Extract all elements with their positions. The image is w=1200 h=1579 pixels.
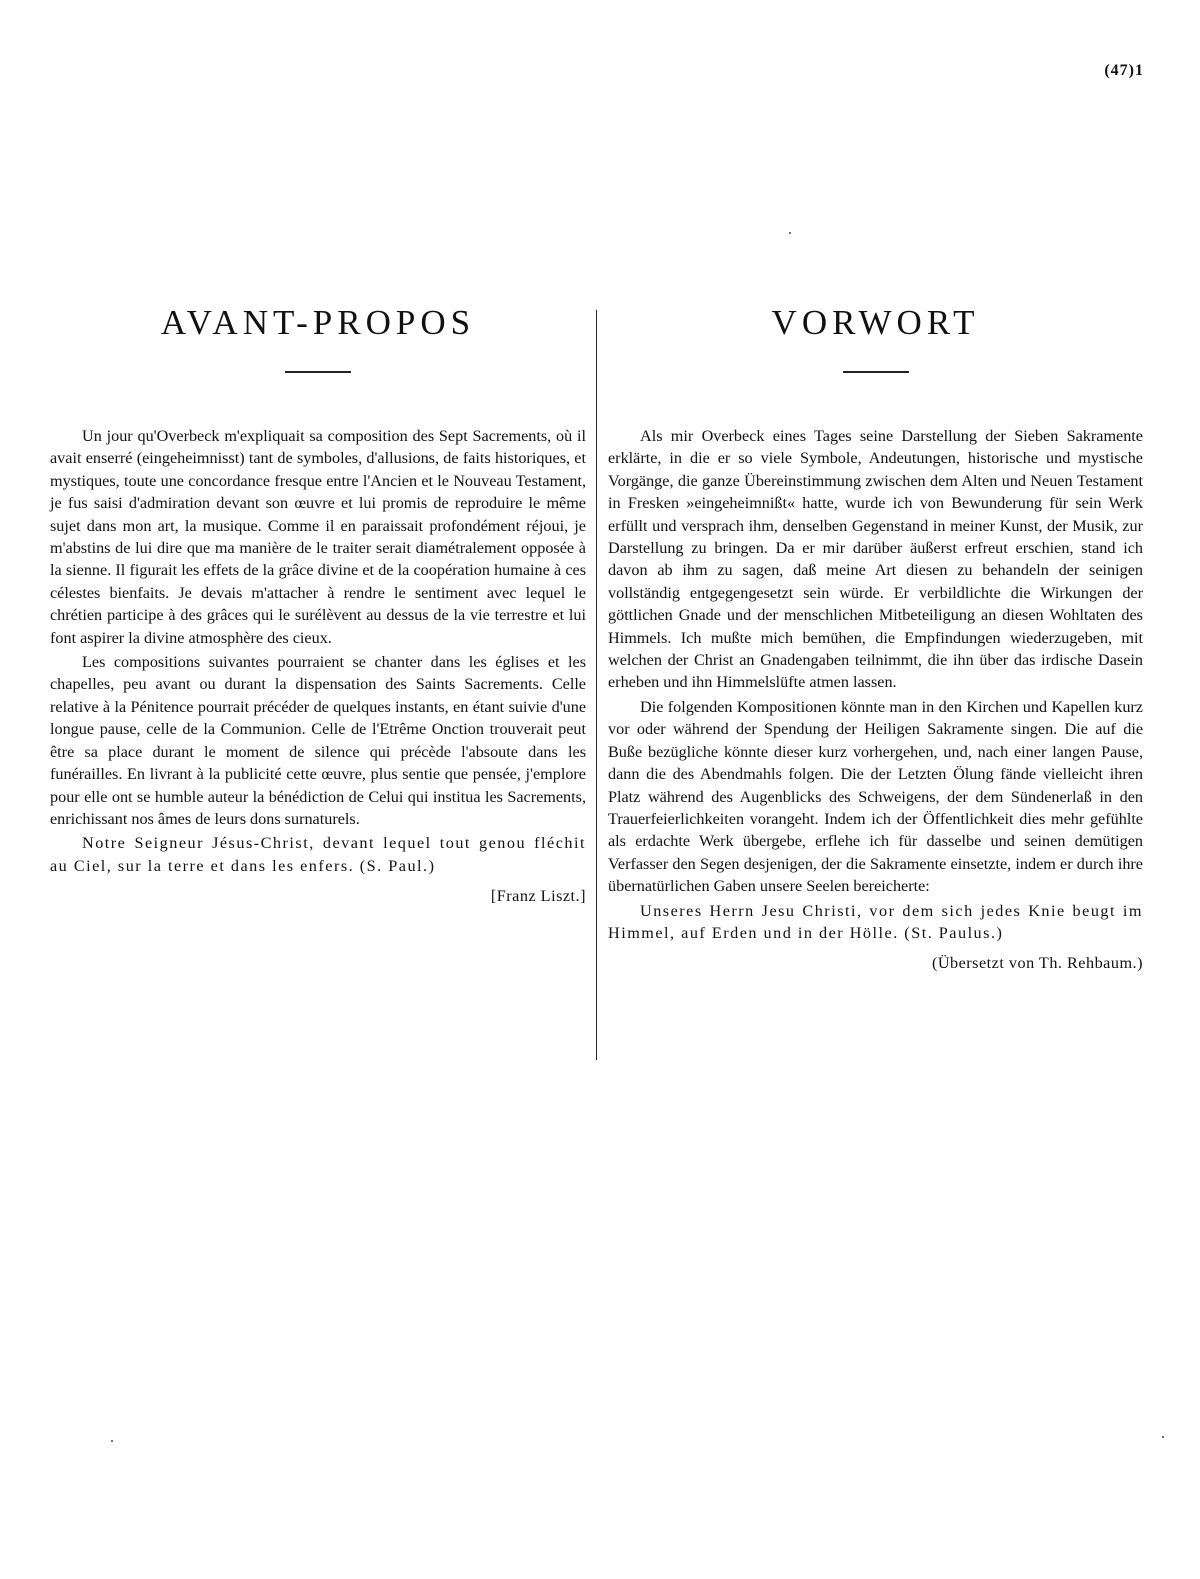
french-paragraph-1: Un jour qu'Overbeck m'expliquait sa composition des Sept Sacrements, où il avait enserré (eingeheimnisst) tant de symboles, d'allusions, de faits historiques, et mystiques, toute une concordance fresque entre l'Ancien et le Nouveau Testament, je fus saisi d'admiration devant son œuvre et lui promis de reproduire le même sujet dans mon art, la musique. Comme il en paraissait profondément réjoui, je m'abstins de lui dire que ma manière de le traiter serait diamétralement opposée à la sienne. Il figurait les effets de la grâce divine et de la coopération humaine à ces célestes bienfaits. Je devais m'attacher à rendre le sentiment avec lequel le chrétien participe à des grâces qui le surélèvent au dessus de la vie terrestre et lui font aspirer la divine atmosphère des cieux. [50, 427, 586, 647]
german-paragraph-1: Als mir Overbeck eines Tages seine Darstellung der Sieben Sakramente erklärte, in die er so viele Symbole, Andeutungen, historische und mystische Vorgänge, die ganze Übereinstimmung zwischen dem Alten und Neuen Testament in Fresken »eingeheimnißt« hatte, wurde ich von Bewunderung für sein Werk erfüllt und versprach ihm, denselben Gegenstand in meiner Kunst, der Musik, zur Darstellung zu bringen. Da er mir darüber äußerst erfreut erschien, stand ich davon ab ihm zu sagen, daß meine Art diesen zu behandeln der seinigen vollständig entgegengesetzt sein würde. Er verbildlichte die Wirkungen der göttlichen Gnade und der menschlichen Mitbeteiligung an diesen Wohltaten des Himmels. Ich mußte mich bemühen, die Empfindungen wiederzugeben, mit welchen der Christ an Gnadengaben teilnimmt, die ihn über das irdische Dasein erheben und ihn Himmelslüfte atmen lassen. [608, 427, 1143, 692]
french-column [50, 300, 586, 906]
german-body [608, 425, 1143, 944]
speck-mark [1162, 1436, 1164, 1438]
speck-mark [789, 232, 791, 234]
french-signature: [Franz Liszt.] [490, 887, 586, 906]
french-paragraph-2: Les compositions suivantes pourraient se chanter dans les églises et les chapelles, peu avant ou durant la dispensation des Saints Sacrements. Celle relative à la Pénitence pourrait précéder de quelques instants, en étant suivie d'une longue pause, celle de la Communion. Celle de l'Etrême Onction trouverait peut être sa place durant le moment de silence qui précède l'absoute dans les funérailles. En livrant à la publicité cette œuvre, plus sentie que pensée, j'emplore pour elle ont se humble auteur la bénédiction de Celui qui institua les Sacrements, enrichissant nos âmes de leurs dons surnaturels. [50, 653, 586, 828]
page-number: (47)1 [1104, 62, 1144, 79]
german-column [608, 300, 1143, 973]
french-body [50, 425, 586, 877]
german-title: VORWORT [771, 303, 980, 342]
french-paragraph-3: Notre Seigneur Jésus-Christ, devant lequel tout genou fléchit au Ciel, sur la terre et dans les enfers. (S. Paul.) [50, 834, 586, 875]
column-divider [596, 310, 597, 1060]
german-title-rule [843, 371, 909, 373]
german-paragraph-2: Die folgenden Kompositionen könnte man in den Kirchen und Kapellen kurz vor oder während der Spendung der Heiligen Sakramente singen. Die auf die Buße bezügliche könnte dieser kurz vorhergehen, und, nach einer langen Pause, dann die des Abendmahls folgen. Die der Letzten Ölung fände vielleicht ihren Platz während des Augenblicks des Schweigens, der dem Sündenerlaß in den Trauerfeierlichkeiten vorangeht. Indem ich der Öffentlichkeit dies mehr gefühlte als erdachte Werk übergebe, erflehe ich für dasselbe und seinen demütigen Verfasser den Segen desjenigen, der die Sakramente einsetzte, indem er durch ihre übernatürlichen Gaben unsere Seelen bereicherte: [608, 697, 1143, 896]
speck-mark [111, 1440, 113, 1442]
german-paragraph-3: Unseres Herrn Jesu Christi, vor dem sich jedes Knie beugt im Himmel, auf Erden und in der Hölle. (St. Paulus.) [608, 901, 1143, 942]
german-signature: (Übersetzt von Th. Rehbaum.) [931, 954, 1143, 973]
french-title: AVANT-PROPOS [160, 303, 476, 342]
french-title-rule [285, 371, 351, 373]
